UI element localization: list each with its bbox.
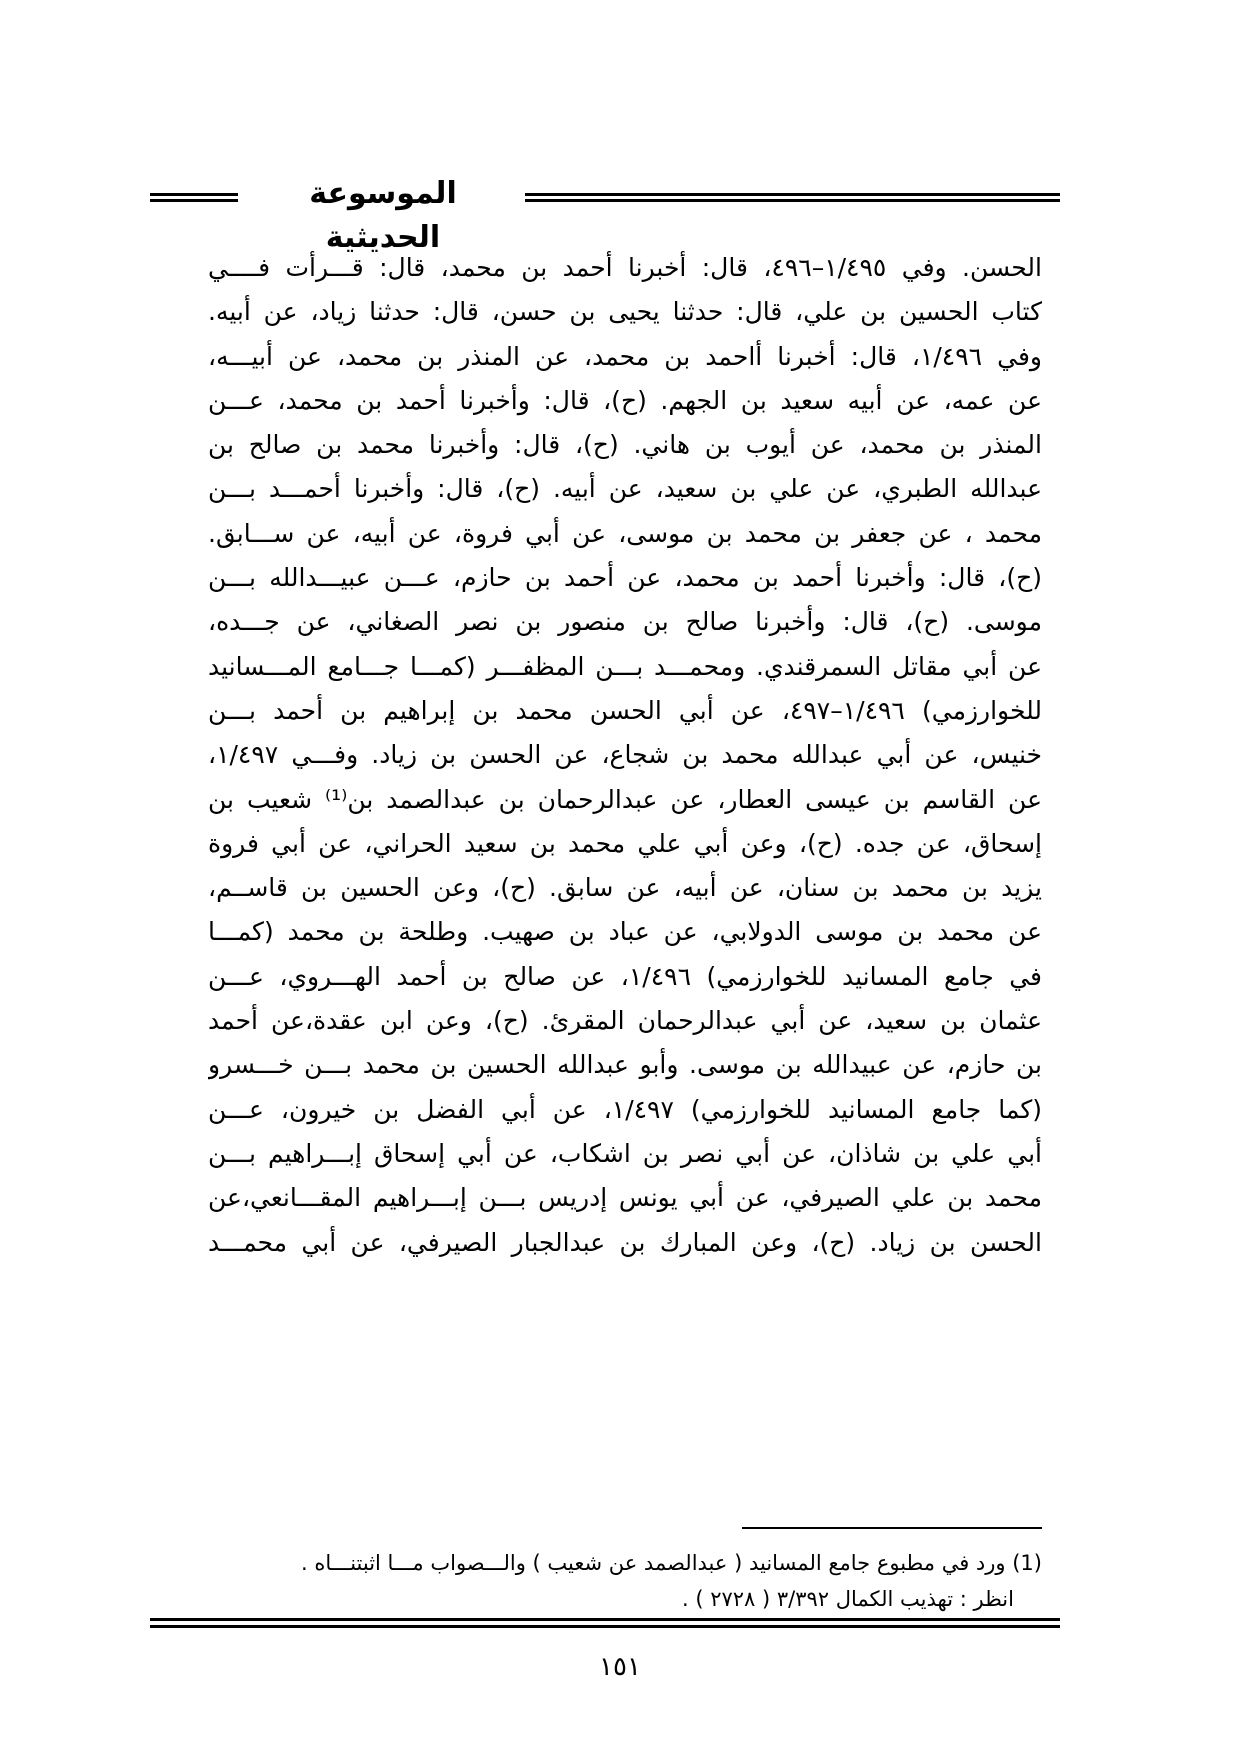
running-header-title: الموسوعة الحديثية bbox=[309, 176, 457, 255]
text-line: في جامع المسانيد للخوارزمي) ١/٤٩٦، عن صالح بن أحمد الهـــروي، عـــن bbox=[208, 961, 1042, 991]
text-line: عبدالله الطبري، عن علي بن سعيد، عن أبيه. (ح)، قال: وأخبرنا أحمـــد بـــن bbox=[208, 474, 1042, 504]
text-line: عن القاسم بن عيسى العطار، عن عبدالرحمان بن عبدالصمد بن⁽¹⁾ شعيب بن bbox=[208, 784, 1042, 814]
text-line: عن عمه، عن أبيه سعيد بن الجهم. (ح)، قال: وأخبرنا أحمد بن محمد، عـــن bbox=[208, 385, 1042, 415]
text-line: بن حازم، عن عبيدالله بن موسى. وأبو عبدالله الحسين بن محمد بـــن خـــسرو bbox=[208, 1050, 1042, 1080]
text-line: أبي علي بن شاذان، عن أبي نصر بن اشكاب، عن أبي إسحاق إبـــراهيم بـــن bbox=[208, 1138, 1042, 1168]
page-number: ١٥١ bbox=[599, 1652, 641, 1682]
text-line: خنيس، عن أبي عبدالله محمد بن شجاع، عن الحسن بن زياد. وفـــي ١/٤٩٧، bbox=[208, 740, 1042, 770]
text-line: كتاب الحسين بن علي، قال: حدثنا يحيى بن حسن، قال: حدثنا زياد، عن أبيه. bbox=[208, 297, 1042, 327]
header-rule-right bbox=[525, 193, 1060, 202]
footer-rule bbox=[150, 1618, 1060, 1628]
text-line: المنذر بن محمد، عن أيوب بن هاني. (ح)، قال: وأخبرنا محمد بن صالح بن bbox=[208, 430, 1042, 460]
footnote-line: انظر : تهذيب الكمال ٣/٣٩٢ ( ٢٧٢٨ ) . bbox=[681, 1587, 1014, 1611]
text-line: يزيد بن محمد بن سنان، عن أبيه، عن سابق. (ح)، وعن الحسين بن قاســم، bbox=[208, 873, 1042, 903]
text-line: محمد ، عن جعفر بن محمد بن موسى، عن أبي فروة، عن أبيه، عن ســـابق. bbox=[208, 518, 1042, 548]
text-line: إسحاق، عن جده. (ح)، وعن أبي علي محمد بن سعيد الحراني، عن أبي فروة bbox=[208, 828, 1042, 858]
text-line: للخوارزمي) ١/٤٩٦–٤٩٧، عن أبي الحسن محمد بن إبراهيم بن أحمد بـــن bbox=[208, 695, 1042, 725]
text-line: عن محمد بن موسى الدولابي، عن عباد بن صهيب. وطلحة بن محمد (كمـــا bbox=[208, 917, 1042, 947]
text-line: محمد بن علي الصيرفي، عن أبي يونس إدريس بـــن إبـــراهيم المقـــانعي،عن bbox=[208, 1183, 1042, 1213]
header-rule-left bbox=[150, 193, 238, 202]
text-line: عثمان بن سعيد، عن أبي عبدالرحمان المقرئ. (ح)، وعن ابن عقدة،عن أحمد bbox=[208, 1006, 1042, 1036]
footnote-separator bbox=[742, 1527, 1042, 1529]
text-line: الحسن بن زياد. (ح)، وعن المبارك بن عبدالجبار الصيرفي، عن أبي محمـــد bbox=[208, 1227, 1042, 1257]
text-line: (كما جامع المسانيد للخوارزمي) ١/٤٩٧، عن أبي الفضل بن خيرون، عـــن bbox=[208, 1094, 1042, 1124]
text-line: الحسن. وفي ١/٤٩٥–٤٩٦، قال: أخبرنا أحمد بن محمد، قال: قـــرأت فــــي bbox=[208, 253, 1042, 282]
body-text bbox=[208, 246, 1042, 1265]
footnote-line: (1) ورد في مطبوع جامع المسانيد ( عبدالصمد عن شعيب ) والـــصواب مـــا اثبتنـــاه . bbox=[300, 1551, 1042, 1575]
text-line: (ح)، قال: وأخبرنا أحمد بن محمد، عن أحمد بن حازم، عـــن عبيـــدالله بـــن bbox=[208, 563, 1042, 593]
text-line: موسى. (ح)، قال: وأخبرنا صالح بن منصور بن نصر الصغاني، عن جـــده، bbox=[208, 607, 1042, 637]
footnotes bbox=[208, 1545, 1042, 1617]
text-line: عن أبي مقاتل السمرقندي. ومحمـــد بـــن المظفـــر (كمـــا جـــامع المـــسانيد bbox=[208, 651, 1042, 681]
text-line: وفي ١/٤٩٦، قال: أخبرنا أاحمد بن محمد، عن المنذر بن محمد، عن أبيـــه، bbox=[208, 341, 1042, 371]
running-header bbox=[150, 168, 1060, 255]
